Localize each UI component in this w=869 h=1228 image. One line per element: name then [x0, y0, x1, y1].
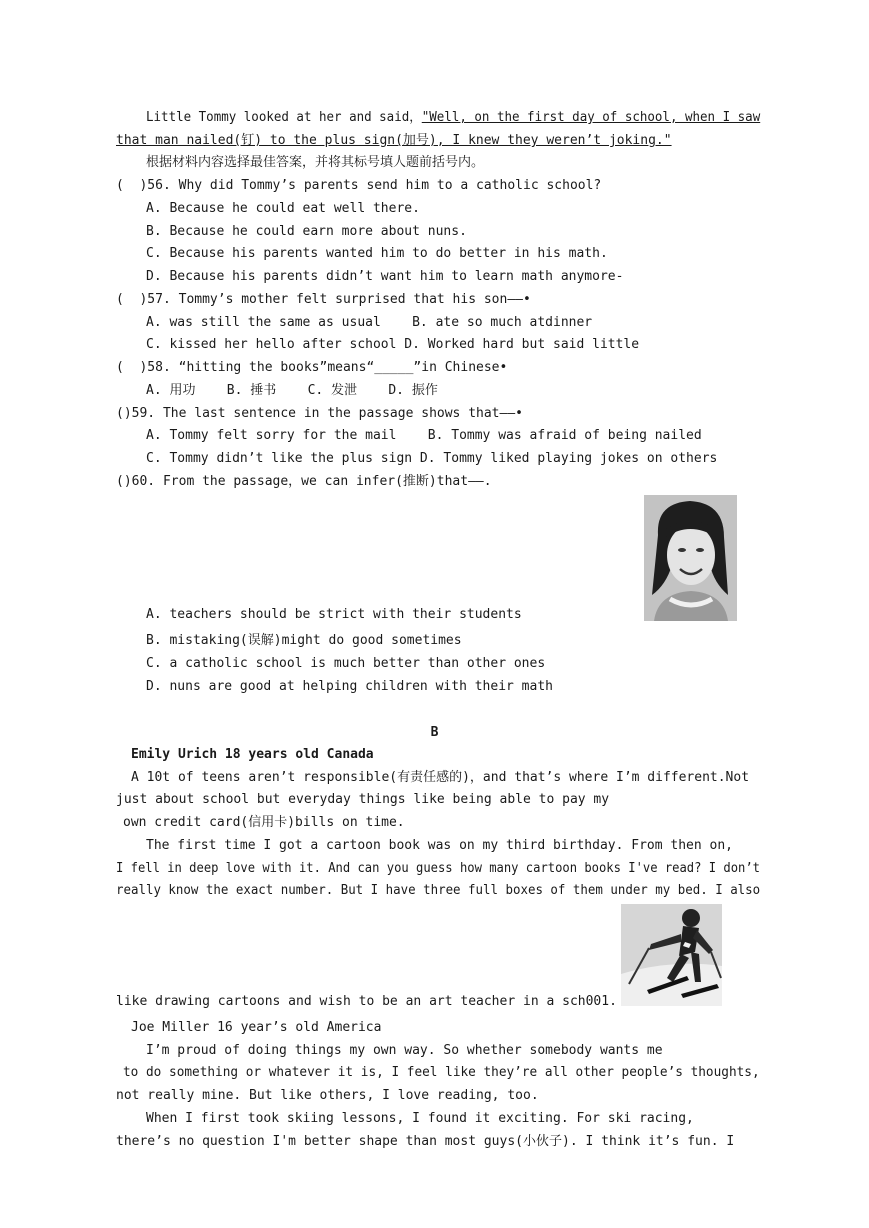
question-59-options-ab: A. Tommy felt sorry for the mail B. Tommy was afraid of being nailed [146, 428, 702, 443]
emily-line: like drawing cartoons and wish to be an art teacher in a sch001. [116, 994, 617, 1009]
skier-photo [621, 904, 722, 1006]
question-56-option-c: C. Because his parents wanted him to do better in his math. [146, 246, 608, 261]
joe-line: to do something or whatever it is, I feel like they’re all other people’s thoughts, [123, 1065, 760, 1080]
instruction-text: 根据材料内容选择最佳答案，并将其标号填人题前括号内。 [146, 155, 485, 170]
question-60-option-c: C. a catholic school is much better than other ones [146, 656, 546, 671]
portrait-photo-image [644, 495, 737, 621]
emily-line: The first time I got a cartoon book was on my third birthday. From then on, [146, 838, 733, 853]
joe-line: When I first took skiing lessons, I found it exciting. For ski racing, [146, 1111, 694, 1126]
question-60-option-d: D. nuns are good at helping children with their math [146, 679, 553, 694]
underlined-quote: "Well, on the first day of school, when I saw [421, 110, 761, 125]
joe-heading: Joe Miller 16 year’s old America [131, 1020, 382, 1035]
joe-line: there’s no question I'm better shape than most guys(小伙子). I think it’s fun. I [116, 1134, 735, 1149]
underlined-quote: that man nailed(钉) to the plus sign(加号), I knew they weren’t joking." [116, 133, 672, 148]
emily-line: own credit card(信用卡)bills on time. [123, 815, 405, 830]
question-57-options-ab: A. was still the same as usual B. ate so much atdinner [146, 315, 593, 330]
question-56-stem: ( )56. Why did Tommy’s parents send him to a catholic school? [116, 178, 602, 193]
emily-heading: Emily Urich 18 years old Canada [131, 747, 374, 762]
question-57-stem: ( )57. Tommy’s mother felt surprised that his son——• [116, 292, 531, 307]
joe-line: I’m proud of doing things my own way. So whether somebody wants me [146, 1043, 663, 1058]
question-58-options: A. 用功 B. 捶书 C. 发泄 D. 振作 [146, 383, 438, 398]
passage-text: Little Tommy looked at her and said， [146, 110, 422, 125]
question-60-option-a: A. teachers should be strict with their students [146, 607, 522, 622]
question-58-stem: ( )58. “hitting the books”means“_____”in Chinese• [116, 360, 508, 375]
portrait-photo [644, 495, 737, 621]
passage-line [146, 109, 760, 127]
emily-line: really know the exact number. But I have three full boxes of them under my bed. I also [116, 883, 761, 898]
skier-photo-image [621, 904, 722, 1006]
question-59-stem: ()59. The last sentence in the passage shows that——• [116, 406, 523, 421]
question-56-option-b: B. Because he could earn more about nuns. [146, 224, 467, 239]
question-56-option-d: D. Because his parents didn’t want him to learn math anymore- [146, 269, 624, 284]
section-b-label: B [430, 725, 439, 740]
question-60-stem: ()60. From the passage，we can infer(推断)that——. [116, 474, 492, 489]
joe-line: not really mine. But like others, I love reading, too. [116, 1088, 539, 1103]
emily-line: I fell in deep love with it. And can you guess how many cartoon books I've read? I don’t [116, 861, 760, 876]
question-59-options-cd: C. Tommy didn’t like the plus sign D. Tommy liked playing jokes on others [146, 451, 718, 466]
question-60-option-b: B. mistaking(误解)might do good sometimes [146, 633, 462, 648]
emily-line: just about school but everyday things like being able to pay my [116, 792, 610, 807]
emily-line: A 10t of teens aren’t responsible(有责任感的)，and that’s where I’m different.Not [131, 770, 750, 785]
question-56-option-a: A. Because he could eat well there. [146, 201, 420, 216]
question-57-options-cd: C. kissed her hello after school D. Worked hard but said little [146, 337, 640, 352]
